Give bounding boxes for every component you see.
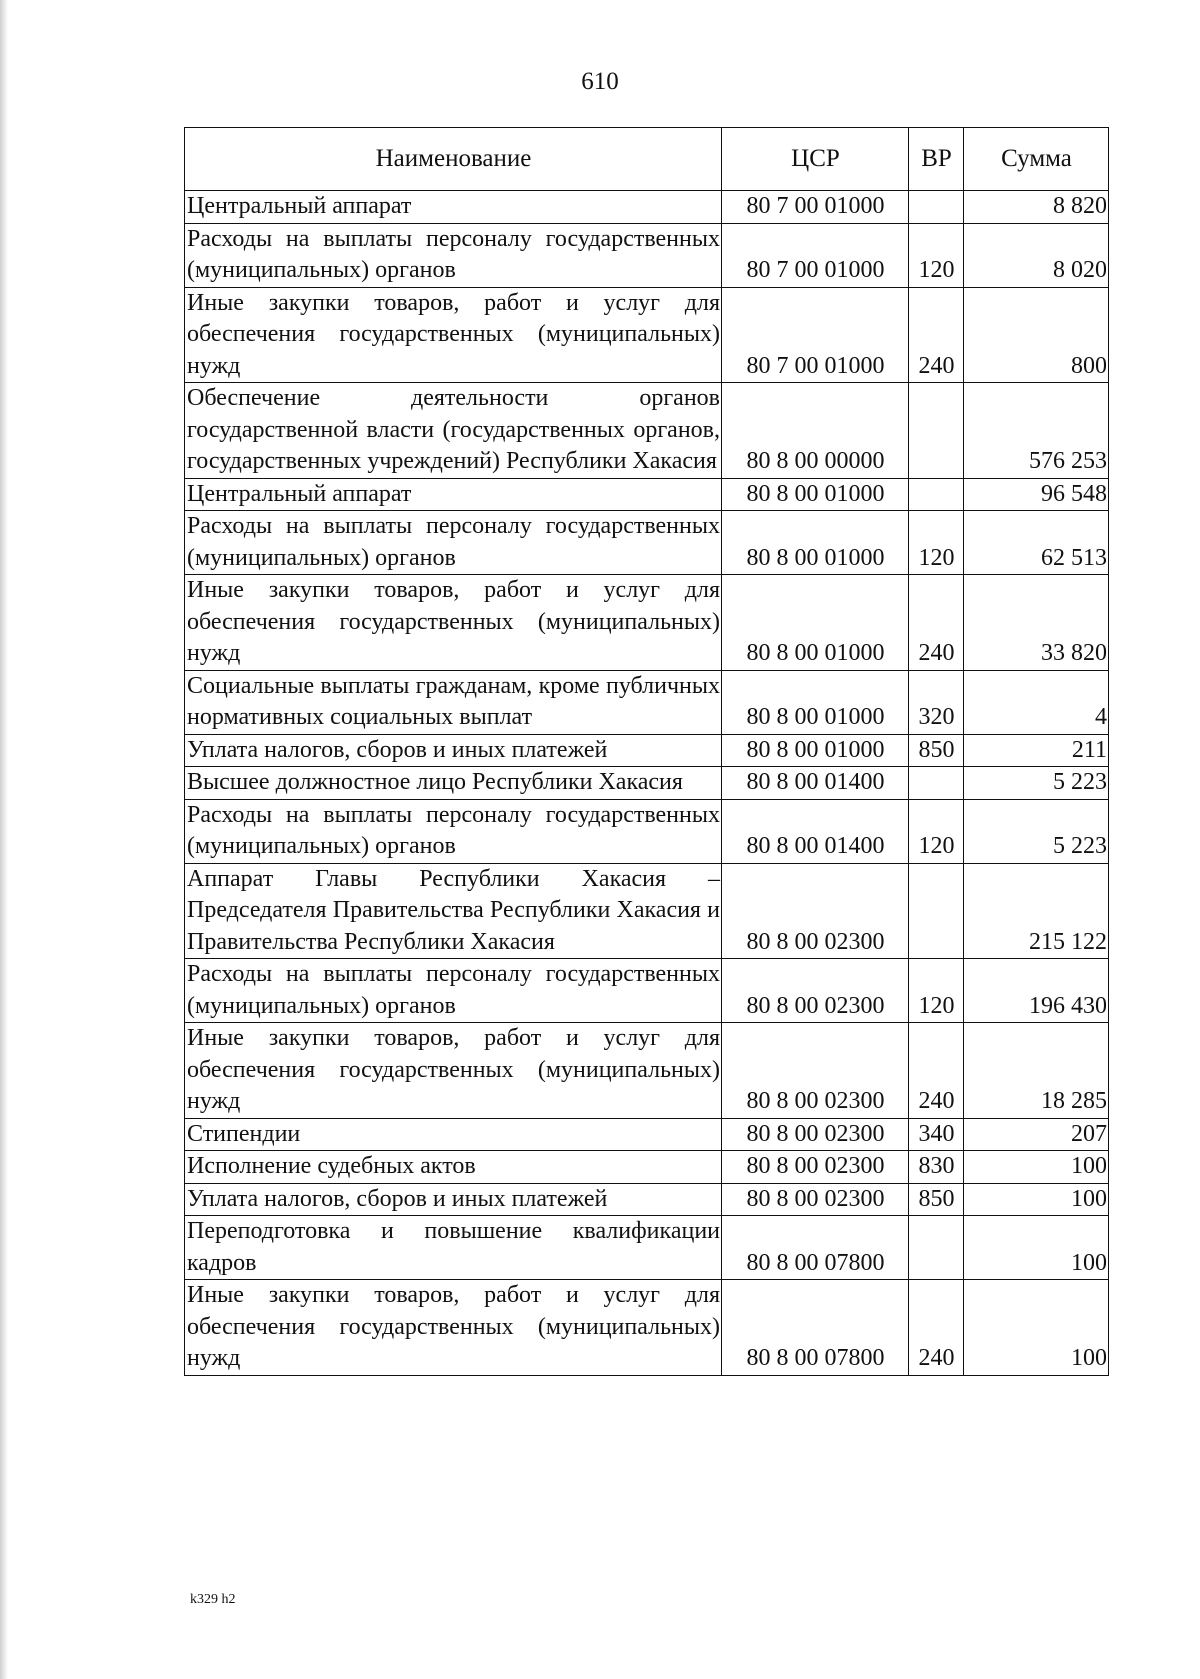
cell-name: Центральный аппарат xyxy=(185,191,722,224)
cell-vr: 120 xyxy=(909,959,964,1023)
table-row xyxy=(185,223,1109,287)
cell-name: Обеспечение деятельности органов государственной власти (государственных органов, государственных учреждений) Республики Хакасия xyxy=(185,383,722,479)
table-row xyxy=(185,670,1109,734)
cell-name: Иные закупки товаров, работ и услуг для обеспечения государственных (муниципальных) нужд xyxy=(185,287,722,383)
scan-edge-shadow xyxy=(0,0,8,1679)
table-row xyxy=(185,767,1109,800)
cell-vr: 340 xyxy=(909,1118,964,1151)
footer-code: k329 h2 xyxy=(190,1592,236,1607)
page-number: 610 xyxy=(581,68,619,95)
cell-vr xyxy=(909,1216,964,1280)
cell-csr: 80 8 00 01000 xyxy=(722,478,909,511)
table-row xyxy=(185,1118,1109,1151)
cell-csr: 80 7 00 01000 xyxy=(722,287,909,383)
table-header-row xyxy=(185,128,1109,191)
cell-sum: 207 xyxy=(964,1118,1109,1151)
cell-csr: 80 8 00 02300 xyxy=(722,959,909,1023)
cell-name: Высшее должностное лицо Республики Хакасия xyxy=(185,767,722,800)
cell-vr: 320 xyxy=(909,670,964,734)
table-row xyxy=(185,1216,1109,1280)
cell-csr: 80 8 00 02300 xyxy=(722,1183,909,1216)
cell-name: Исполнение судебных актов xyxy=(185,1151,722,1184)
cell-sum: 100 xyxy=(964,1280,1109,1376)
cell-csr: 80 7 00 01000 xyxy=(722,191,909,224)
header-vr: ВР xyxy=(909,128,964,191)
cell-name: Иные закупки товаров, работ и услуг для обеспечения государственных (муниципальных) нужд xyxy=(185,575,722,671)
table-row xyxy=(185,1183,1109,1216)
cell-name: Стипендии xyxy=(185,1118,722,1151)
table-row xyxy=(185,1151,1109,1184)
cell-sum: 62 513 xyxy=(964,511,1109,575)
cell-sum: 100 xyxy=(964,1151,1109,1184)
cell-vr xyxy=(909,767,964,800)
cell-name: Аппарат Главы Республики Хакасия – Председателя Правительства Республики Хакасия и Правительства Республики Хакасия xyxy=(185,863,722,959)
header-csr: ЦСР xyxy=(722,128,909,191)
cell-sum: 8 820 xyxy=(964,191,1109,224)
cell-csr: 80 8 00 01400 xyxy=(722,767,909,800)
table-body xyxy=(185,191,1109,1376)
cell-csr: 80 8 00 07800 xyxy=(722,1216,909,1280)
cell-csr: 80 8 00 01000 xyxy=(722,734,909,767)
cell-vr: 240 xyxy=(909,1023,964,1119)
cell-csr: 80 8 00 00000 xyxy=(722,383,909,479)
cell-vr: 240 xyxy=(909,287,964,383)
cell-sum: 4 xyxy=(964,670,1109,734)
cell-csr: 80 8 00 01000 xyxy=(722,670,909,734)
cell-sum: 100 xyxy=(964,1216,1109,1280)
cell-name: Переподготовка и повышение квалификации кадров xyxy=(185,1216,722,1280)
cell-vr xyxy=(909,191,964,224)
cell-csr: 80 8 00 01400 xyxy=(722,799,909,863)
cell-vr: 850 xyxy=(909,1183,964,1216)
table-row xyxy=(185,511,1109,575)
table-row xyxy=(185,799,1109,863)
cell-sum: 576 253 xyxy=(964,383,1109,479)
cell-name: Центральный аппарат xyxy=(185,478,722,511)
cell-sum: 18 285 xyxy=(964,1023,1109,1119)
cell-sum: 215 122 xyxy=(964,863,1109,959)
cell-sum: 5 223 xyxy=(964,767,1109,800)
cell-csr: 80 8 00 02300 xyxy=(722,1151,909,1184)
cell-csr: 80 8 00 02300 xyxy=(722,1118,909,1151)
cell-csr: 80 8 00 01000 xyxy=(722,575,909,671)
cell-sum: 96 548 xyxy=(964,478,1109,511)
cell-csr: 80 8 00 01000 xyxy=(722,511,909,575)
header-sum: Сумма xyxy=(964,128,1109,191)
cell-vr xyxy=(909,478,964,511)
cell-name: Расходы на выплаты персоналу государственных (муниципальных) органов xyxy=(185,799,722,863)
cell-name: Социальные выплаты гражданам, кроме публичных нормативных социальных выплат xyxy=(185,670,722,734)
cell-sum: 800 xyxy=(964,287,1109,383)
cell-sum: 33 820 xyxy=(964,575,1109,671)
table-row xyxy=(185,383,1109,479)
cell-csr: 80 8 00 02300 xyxy=(722,1023,909,1119)
cell-name: Уплата налогов, сборов и иных платежей xyxy=(185,1183,722,1216)
cell-vr xyxy=(909,383,964,479)
cell-name: Расходы на выплаты персоналу государственных (муниципальных) органов xyxy=(185,511,722,575)
cell-sum: 8 020 xyxy=(964,223,1109,287)
cell-sum: 5 223 xyxy=(964,799,1109,863)
table-row xyxy=(185,287,1109,383)
cell-name: Расходы на выплаты персоналу государственных (муниципальных) органов xyxy=(185,223,722,287)
cell-name: Расходы на выплаты персоналу государственных (муниципальных) органов xyxy=(185,959,722,1023)
cell-vr: 120 xyxy=(909,223,964,287)
cell-vr xyxy=(909,863,964,959)
table-row xyxy=(185,734,1109,767)
cell-vr: 240 xyxy=(909,1280,964,1376)
header-name: Наименование xyxy=(185,128,722,191)
cell-csr: 80 8 00 02300 xyxy=(722,863,909,959)
budget-table xyxy=(184,127,1109,1376)
cell-csr: 80 8 00 07800 xyxy=(722,1280,909,1376)
cell-sum: 100 xyxy=(964,1183,1109,1216)
table-row xyxy=(185,478,1109,511)
cell-name: Уплата налогов, сборов и иных платежей xyxy=(185,734,722,767)
cell-vr: 830 xyxy=(909,1151,964,1184)
cell-vr: 240 xyxy=(909,575,964,671)
cell-csr: 80 7 00 01000 xyxy=(722,223,909,287)
cell-sum: 211 xyxy=(964,734,1109,767)
cell-name: Иные закупки товаров, работ и услуг для обеспечения государственных (муниципальных) нужд xyxy=(185,1023,722,1119)
table-row xyxy=(185,575,1109,671)
table-row xyxy=(185,191,1109,224)
cell-sum: 196 430 xyxy=(964,959,1109,1023)
table-row xyxy=(185,1280,1109,1376)
cell-name: Иные закупки товаров, работ и услуг для обеспечения государственных (муниципальных) нужд xyxy=(185,1280,722,1376)
table-row xyxy=(185,959,1109,1023)
cell-vr: 850 xyxy=(909,734,964,767)
table-row xyxy=(185,863,1109,959)
table-row xyxy=(185,1023,1109,1119)
cell-vr: 120 xyxy=(909,511,964,575)
cell-vr: 120 xyxy=(909,799,964,863)
